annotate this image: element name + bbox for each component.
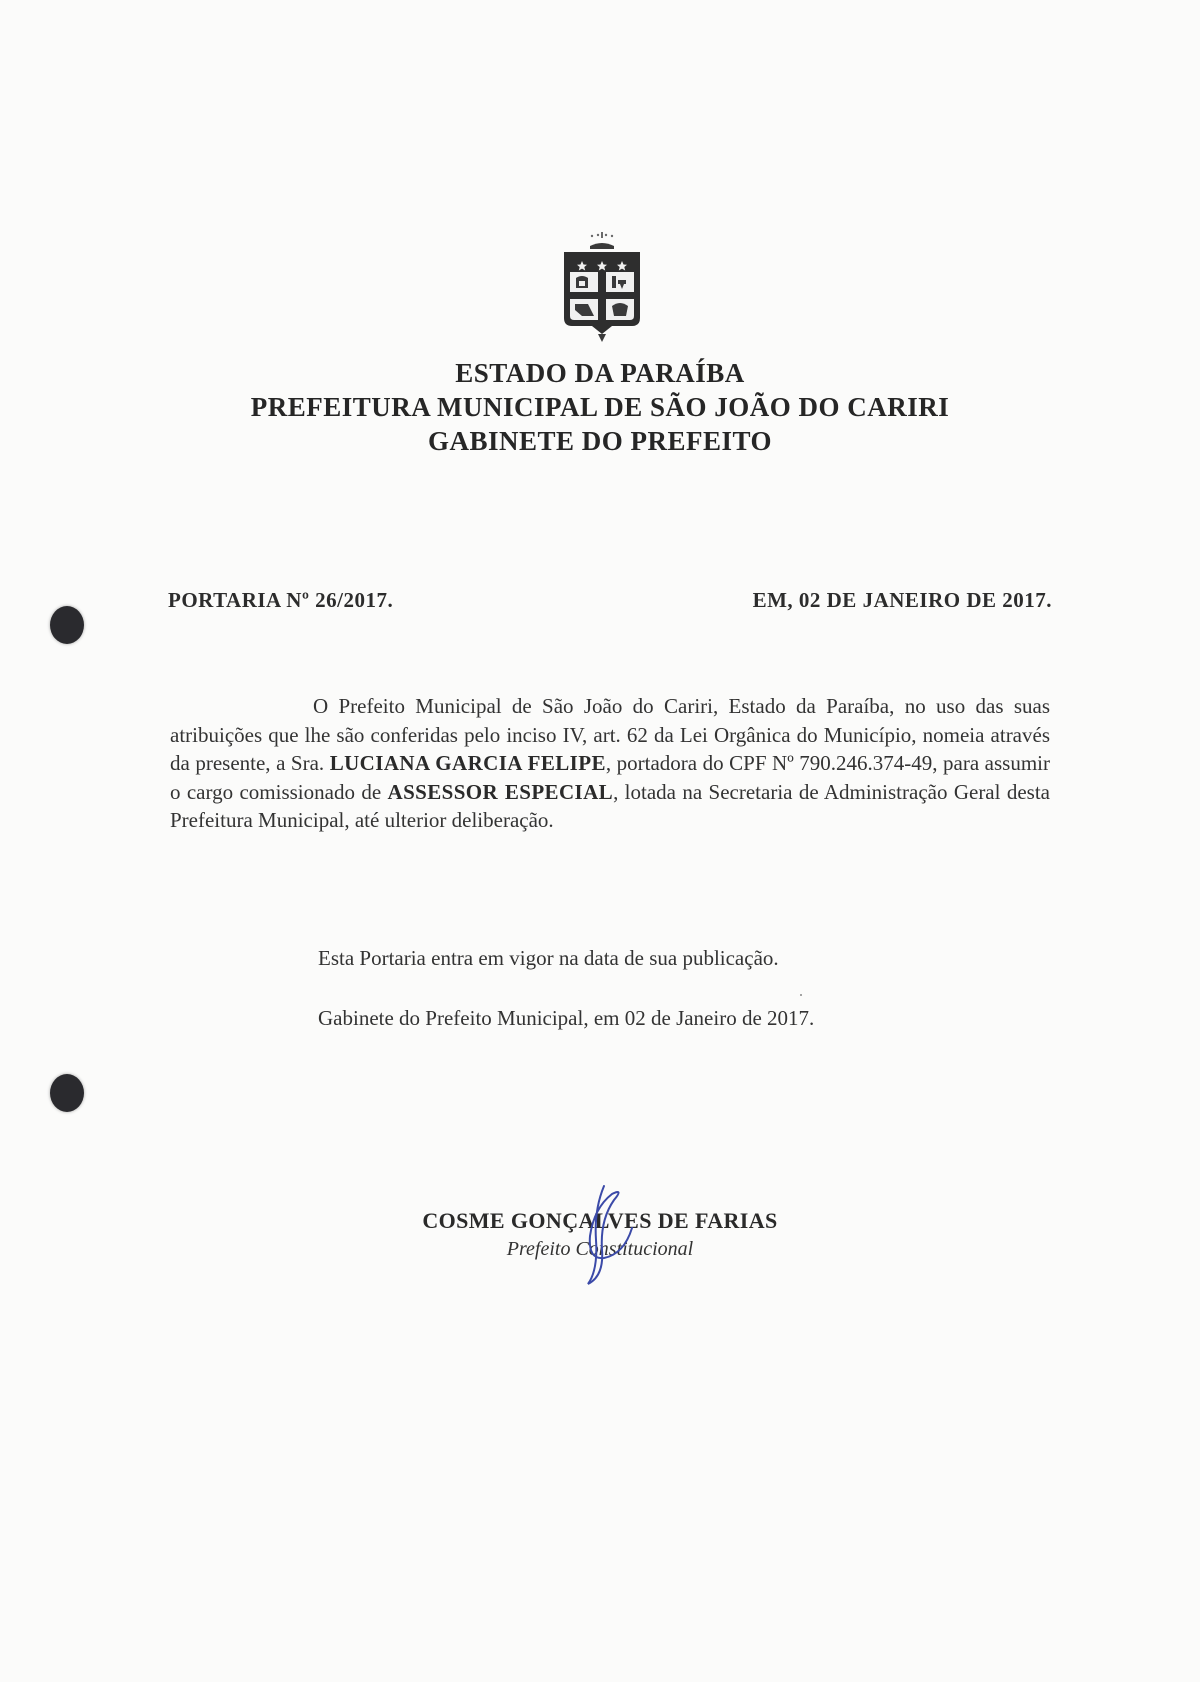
signatory-title: Prefeito Constitucional [506, 1238, 694, 1260]
body-paragraph-1 [170, 692, 1050, 835]
document-header [0, 356, 1200, 458]
appointee-role: ASSESSOR ESPECIAL [387, 779, 614, 804]
body-text-part2: , portadora do CPF Nº 790.246.374-49, para assumir o cargo comissionado de [170, 751, 1050, 804]
header-municipality: PREFEITURA MUNICIPAL DE SÃO JOÃO DO CARIRI [250, 392, 950, 422]
header-office: GABINETE DO PREFEITO [427, 426, 773, 456]
document-info-row [168, 588, 1052, 618]
handwritten-signature-icon [574, 1180, 644, 1290]
body-paragraph-2: Esta Portaria entra em vigor na data de sua publicação. [318, 946, 779, 970]
document-date: EM, 02 DE JANEIRO DE 2017. [752, 588, 1052, 612]
document-number: PORTARIA Nº 26/2017. [168, 588, 394, 612]
body-paragraph-3: Gabinete do Prefeito Municipal, em 02 de Janeiro de 2017. [318, 1006, 815, 1030]
header-state: ESTADO DA PARAÍBA [455, 358, 745, 388]
punch-hole-bottom [50, 1074, 84, 1112]
body-text-part1: O Prefeito Municipal de São João do Cariri, Estado da Paraíba, no uso das suas atribuições que lhe são conferidas pelo inciso IV, art. 62 da Lei Orgânica do Município, nomeia através da presente, a Sra. [170, 694, 1050, 775]
coat-of-arms-icon [560, 232, 644, 352]
appointee-name: LUCIANA GARCIA FELIPE [329, 751, 606, 775]
scan-speck [800, 994, 802, 996]
body-text-part3: , lotada na Secretaria de Administração Geral desta Prefeitura Municipal, até ulterior deliberação. [170, 779, 1050, 832]
signatory-name: COSME GONÇALVES DE FARIAS [422, 1208, 778, 1233]
punch-hole-top [50, 606, 84, 644]
